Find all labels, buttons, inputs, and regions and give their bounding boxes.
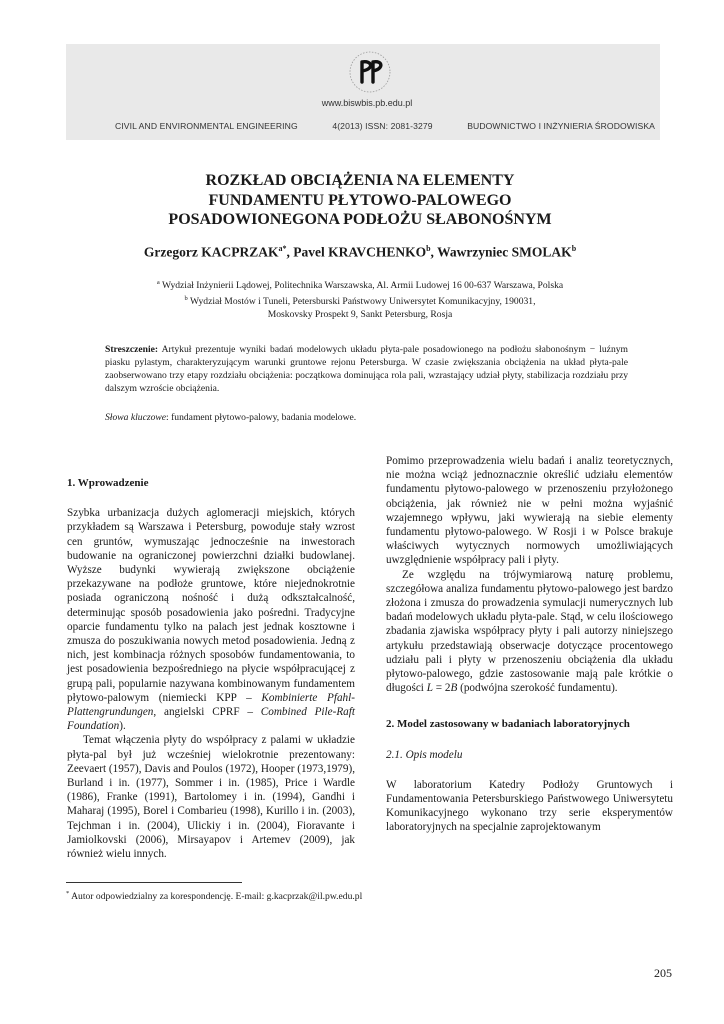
- author-separator: ,: [430, 244, 438, 260]
- journal-url[interactable]: www.biswbis.pb.edu.pl: [321, 98, 413, 108]
- section-heading: 1. Wprowadzenie: [67, 477, 149, 489]
- section-heading: 2. Model zastosowany w badaniach laboratoryjnych: [386, 718, 630, 731]
- keywords: [105, 411, 628, 424]
- affil-text: Wydział Mostów i Tuneli, Petersburski Państwowy Uniwersytet Komunikacyjny, 190031,: [187, 296, 536, 308]
- right-column: [386, 454, 673, 835]
- footnote-divider: [66, 882, 242, 883]
- affiliations: [100, 276, 620, 321]
- footnote-text: Autor odpowiedzialny za korespondencję. E-mail: g.kacprzak@il.pw.edu.pl: [69, 891, 363, 903]
- author-affil-mark: b: [571, 244, 577, 253]
- paragraph-text: Szybka urbanizacja dużych aglomeracji miejskich, których przykładem są Warszawa i Petersburg, powoduje stały wzrost cen gruntów, wymuszając jednocześnie na inwestorach budowanie na ograniczonej powierzchni działki budowlanej. Wyższe budynki wywierają zwiększone obciążenie przekazywane na podłoże gruntowe, które niejednokrotnie posiada ograniczoną nośność i dużą odkształcalność, determinując sposób posadowienia jako pośredni. Tradycyjne oparcie fundamentu tylko na palach jest jednak kosztowne i zmusza do poszukiwania nowych metod posadowienia. Jedną z nich, jest kombinacja różnych sposobów fundamentowania, to jest posadowienia bezpośredniego na płycie współpracującej z grupą pali, popularnie nazywana kombinowanym fundamentem płytowo-palowym (niemiecki KPP –: [67, 507, 355, 704]
- abstract: [105, 343, 628, 395]
- abstract-text: Artykuł prezentuje wyniki badań modelowych układu płyta-pale posadowionego na podłożu słabonośnym − luźnym piasku pylastym, charakteryzującym warunki gruntowe rejonu Petersburga. W czasie zwiększania obciążenia na układ płyta-pale zaobserwowano trzy etapy rozdziału obciążenia: początkowa dominująca rola pali, wzrastający udział płyty, stabilizacja rozdziału przy dalszym wzroście obciążenia.: [105, 344, 628, 394]
- affiliation-b: [100, 292, 620, 308]
- keywords-label: Słowa kluczowe: [105, 412, 167, 423]
- term-german: Kombinierte Pfahl-Plattengrundungen: [67, 691, 355, 719]
- author-list: [80, 244, 640, 261]
- journal-name-en: CIVIL AND ENVIRONMENTAL ENGINEERING: [115, 121, 298, 131]
- paragraph-text: ).: [119, 720, 126, 733]
- paragraph: Pomimo przeprowadzenia wielu badań i analiz teoretycznych, nie można wciąż jednoznacznie określić udziału elementów fundamentu płytowo-palowego w przenoszeniu przyłożonego obciążenia, jak również nie w pełni można wyjaśnić wzajemnego wpływu, jaki wywierają na siebie elementy fundamentu płytowo-palowego. W Rosji i w Polsce brakuje właściwych wytycznych normowych umożliwiających uwzględnienie współpracy pali i płyty.: [386, 455, 673, 567]
- affil-mark: b: [184, 295, 188, 303]
- journal-info-line: [115, 121, 655, 131]
- politechnika-bialostocka-logo-icon: [348, 50, 392, 94]
- affil-text: Wydział Inżynierii Lądowej, Politechnika Warszawska, Al. Armii Ludowej 16 00-637 Warszawa, Polska: [159, 280, 564, 292]
- journal-issue: 4(2013) ISSN: 2081-3279: [332, 121, 433, 131]
- author-separator: ,: [286, 244, 294, 260]
- term-english: Combined Pile-Raft Foundation: [67, 706, 355, 733]
- keywords-text: : fundament płytowo-palowy, badania modelowe.: [166, 412, 357, 423]
- affiliation-a: [100, 276, 620, 292]
- author-name: Wawrzyniec SMOLAK: [437, 244, 572, 260]
- math-var: B: [450, 682, 458, 695]
- paragraph: Temat włączenia płyty do współpracy z palami w układzie płyta-pal był już wcześniej wielokrotnie prezentowany: Zeevaert (1957), Davis and Poulos (1972), Hooper (1973,1979), Burland i in. (1977), Sommer i in. (1985), Price i Wardle (1986), Franke (1991), Bartolomey i in. (1994), Gandhi i Maharaj (1995), Borel i Combarieu (1998), Kurillo i in. (2003), Tejchman i in. (2004), Ulickiy i in. (2004), Fioravante i Jamiolkovski (2006), Mirsayapov i Artemev (2009), jak również wielu innych.: [67, 734, 356, 861]
- paragraph-text: = 2: [432, 682, 451, 695]
- left-column: [67, 476, 355, 861]
- page-number: 205: [654, 966, 672, 980]
- subsection-heading: 2.1. Opis modelu: [386, 748, 463, 761]
- paragraph-text: (podwójna szerokość fundamentu).: [457, 682, 618, 695]
- paper-title: ROZKŁAD OBCIĄŻENIA NA ELEMENTY FUNDAMENTU PŁYTOWO-PALOWEGO POSADOWIONEGONA PODŁOŻU SŁABONOŚNYM: [168, 172, 552, 228]
- math-var: L: [426, 682, 433, 695]
- affil-mark: a: [156, 279, 160, 286]
- paragraph: [386, 568, 673, 696]
- author-affil-mark: a*: [278, 244, 287, 253]
- author-name: Grzegorz KACPRZAK: [143, 244, 279, 260]
- author-affil-mark: b: [426, 244, 431, 253]
- author-name: Pavel KRAVCHENKO: [293, 244, 427, 260]
- paragraph: [67, 506, 355, 733]
- journal-name-pl: BUDOWNICTWO I INŻYNIERIA ŚRODOWISKA: [467, 121, 655, 131]
- paragraph: W laboratorium Katedry Podłoży Gruntowych i Fundamentowania Petersburskiego Państwowego Uniwersytetu Komunikacyjnego wykonano trzy serie eksperymentów laboratoryjnych na specjalnie zaprojektowanym: [386, 778, 673, 834]
- affiliation-b-cont: Moskovsky Prospekt 9, Sankt Petersburg, Rosja: [267, 309, 453, 321]
- abstract-label: Streszczenie:: [105, 344, 159, 355]
- paragraph-text: , angielski CPRF –: [153, 706, 261, 719]
- footnote: [66, 890, 626, 902]
- paragraph-text: Ze względu na trójwymiarową naturę problemu, szczegółowa analiza fundamentu płytowo-palowego jest bardzo złożona i zmusza do prowadzenia symulacji numerycznych lub badań modelowych układu płyta-pale. Stąd, w celu ilościowego zbadania zjawiska współpracy płyty i pali autorzy niniejszego artykułu przedstawiają obserwacje dotyczące procentowego udziału pali i płyty w przenoszeniu obciążenia dla układu płytowo-palowego, gdzie zastosowanie mają pale krótkie o długości: [386, 568, 673, 695]
- footnote-mark: *: [66, 890, 70, 897]
